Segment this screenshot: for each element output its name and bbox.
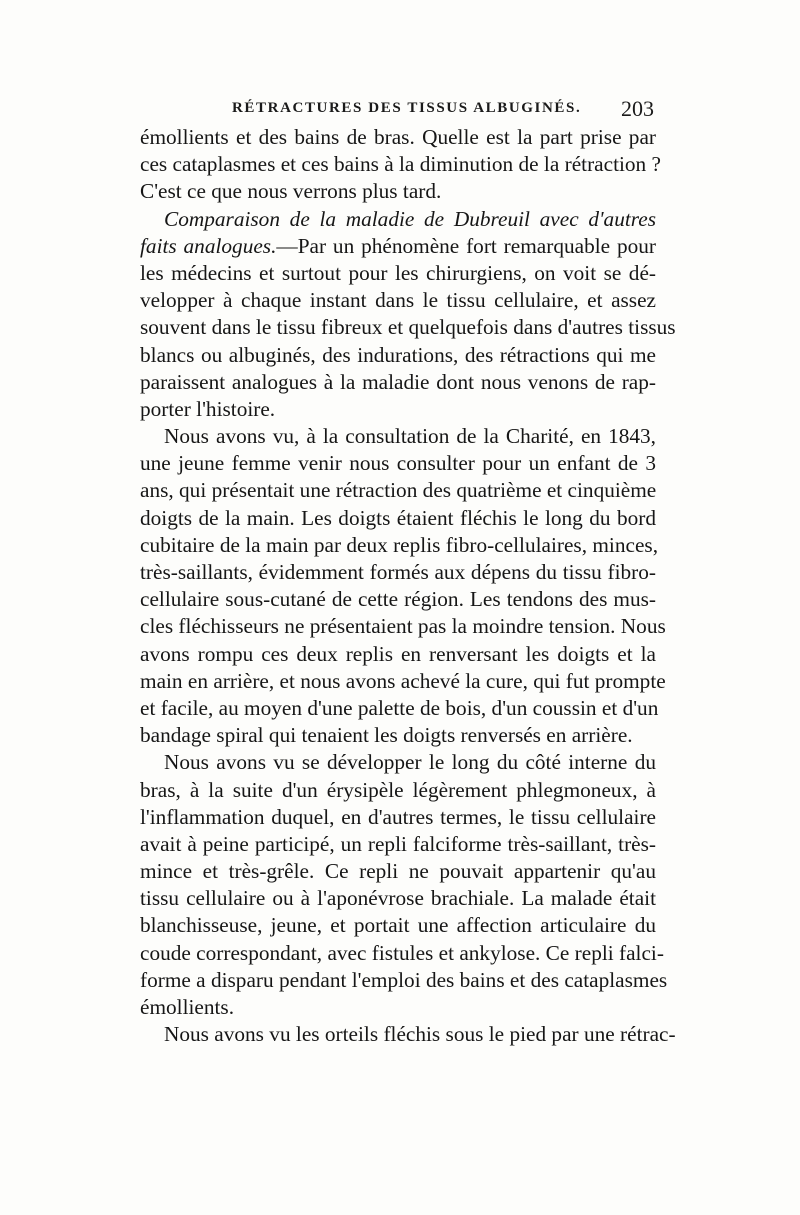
text-line: bandage spiral qui tenaient les doigts renversés en arrière.: [140, 723, 633, 748]
text-line: Nous avons vu, à la consultation de la Charité, en 1843,: [164, 424, 656, 449]
text-line: Nous avons vu les orteils fléchis sous le pied par une rétrac-: [164, 1022, 676, 1047]
text-line: coude correspondant, avec fistules et ankylose. Ce repli falci-: [140, 940, 664, 965]
text-line: cubitaire de la main par deux replis fibro-cellulaires, minces,: [140, 532, 659, 557]
text-line: avons rompu ces deux replis en renversant les doigts et la: [140, 641, 656, 666]
text-line: [140, 233, 656, 260]
text-line: cellulaire sous-cutané de cette région. Les tendons des mus-: [140, 587, 656, 612]
text-line: blancs ou albuginés, des indurations, des rétractions qui me: [140, 342, 656, 367]
text-line: forme a disparu pendant l'emploi des bains et des cataplasmes: [140, 967, 668, 992]
text-line: blanchisseuse, jeune, et portait une affection articulaire du: [140, 913, 656, 938]
body-text: [140, 124, 676, 1048]
text-line: main en arrière, et nous avons achevé la cure, qui fut prompte: [140, 668, 666, 693]
text-line: C'est ce que nous verrons plus tard.: [140, 179, 442, 204]
text-line: porter l'histoire.: [140, 396, 276, 421]
text-line: ces cataplasmes et ces bains à la diminution de la rétraction ?: [140, 152, 661, 177]
text-line: bras, à la suite d'un érysipèle légèrement phlegmoneux, à: [140, 777, 656, 802]
text-line: doigts de la main. Les doigts étaient fléchis le long du bord: [140, 505, 656, 530]
text-line: avait à peine participé, un repli falciforme très-saillant, très-: [140, 831, 656, 856]
section-heading-line: Comparaison de la maladie de Dubreuil avec d'autres: [164, 206, 656, 231]
text-line: une jeune femme venir nous consulter pour un enfant de 3: [140, 451, 656, 476]
text-line: très-saillants, évidemment formés aux dépens du tissu fibro-: [140, 560, 656, 584]
page-header: [140, 96, 662, 126]
text-line: paraissent analogues à la maladie dont nous venons de rap-: [140, 369, 656, 394]
running-title: RÉTRACTURES DES TISSUS ALBUGINÉS.: [232, 100, 582, 116]
text-line: émollients et des bains de bras. Quelle est la part prise par: [140, 125, 656, 149]
line-continuation: —Par un phénomène fort remarquable pour: [276, 233, 656, 258]
text-line: l'inflammation duquel, en d'autres termes, le tissu cellulaire: [140, 804, 656, 829]
page-number: 203: [621, 96, 654, 121]
italic-fragment: faits analogues.: [140, 233, 277, 258]
text-line: mince et très-grêle. Ce repli ne pouvait appartenir qu'au: [140, 859, 656, 884]
text-line: émollients.: [140, 995, 235, 1019]
text-line: Nous avons vu se développer le long du côté interne du: [164, 750, 656, 775]
text-line: souvent dans le tissu fibreux et quelquefois dans d'autres tissus: [140, 315, 676, 340]
text-line: cles fléchisseurs ne présentaient pas la moindre tension. Nous: [140, 614, 666, 639]
text-line: et facile, au moyen d'une palette de bois, d'un coussin et d'un: [140, 695, 659, 720]
text-line: les médecins et surtout pour les chirurgiens, on voit se dé-: [140, 260, 656, 285]
text-line: tissu cellulaire ou à l'aponévrose brachiale. La malade était: [140, 886, 656, 911]
text-line: velopper à chaque instant dans le tissu cellulaire, et assez: [140, 288, 656, 313]
text-line: ans, qui présentait une rétraction des quatrième et cinquième: [140, 478, 657, 503]
